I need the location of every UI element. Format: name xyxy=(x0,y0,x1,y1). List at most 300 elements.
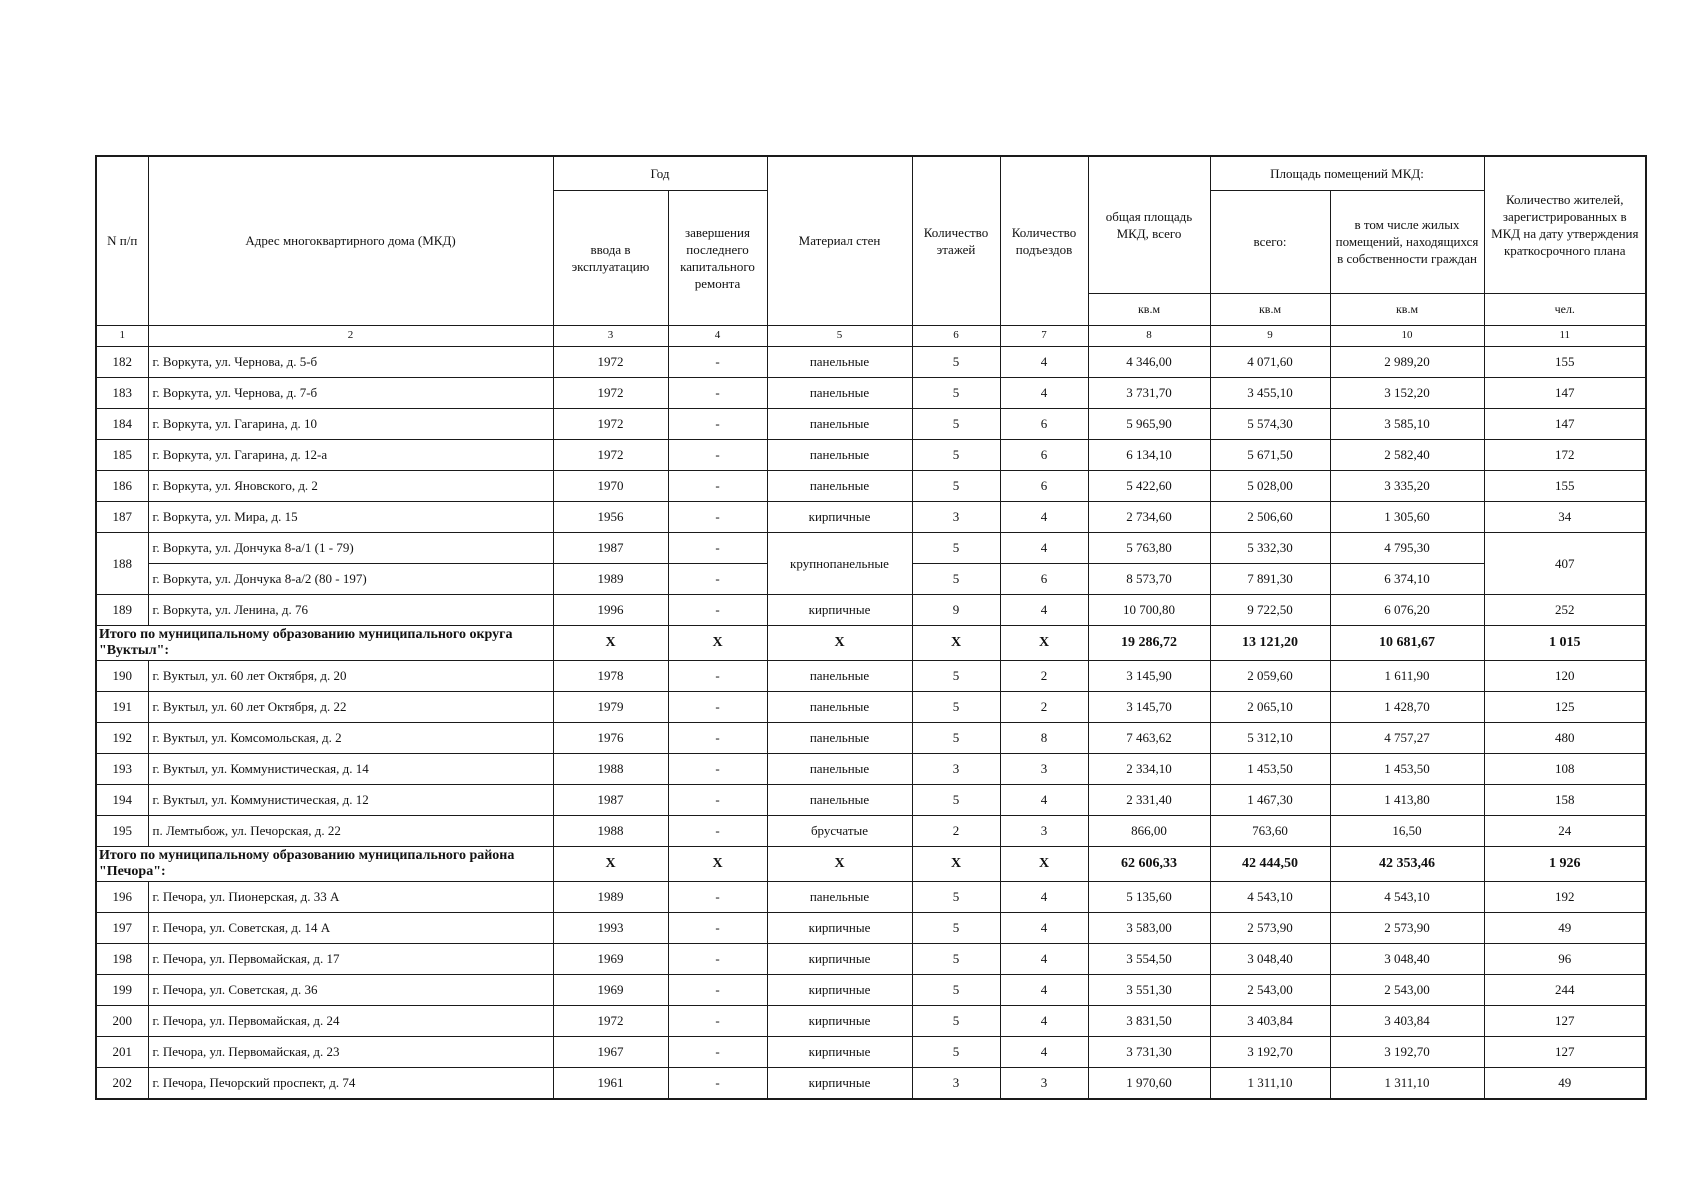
index-cell: 4 xyxy=(668,325,767,346)
vorkuta-rows xyxy=(96,346,1646,532)
row-floors: 5 xyxy=(912,563,1000,594)
row-wall-material: кирпичные xyxy=(767,1036,912,1067)
row-address: г. Печора, ул. Первомайская, д. 24 xyxy=(148,1005,553,1036)
row-residents: 244 xyxy=(1484,974,1646,1005)
row-year-repair: - xyxy=(668,722,767,753)
row-number: 190 xyxy=(96,660,148,691)
row-address: г. Воркута, ул. Мира, д. 15 xyxy=(148,501,553,532)
index-cell: 11 xyxy=(1484,325,1646,346)
row-floors: 5 xyxy=(912,470,1000,501)
row-year-repair: - xyxy=(668,691,767,722)
row-number: 200 xyxy=(96,1005,148,1036)
total-area: 62 606,33 xyxy=(1088,846,1210,881)
row-residents: 155 xyxy=(1484,346,1646,377)
total-label: Итого по муниципальному образованию муниципального района "Печора": xyxy=(96,846,553,881)
row-wall-material: панельные xyxy=(767,753,912,784)
row-year-commission: 1988 xyxy=(553,753,668,784)
row-entrances: 4 xyxy=(1000,532,1088,563)
row-wall-material: панельные xyxy=(767,691,912,722)
row-premises-total: 5 312,10 xyxy=(1210,722,1330,753)
unit-premises-residential: кв.м xyxy=(1330,293,1484,325)
row-year-repair: - xyxy=(668,943,767,974)
row-entrances: 4 xyxy=(1000,943,1088,974)
row-number: 183 xyxy=(96,377,148,408)
total-x: X xyxy=(767,846,912,881)
header-year: Год xyxy=(553,156,767,190)
row-year-commission: 1989 xyxy=(553,881,668,912)
row-premises-residential: 2 573,90 xyxy=(1330,912,1484,943)
table-row xyxy=(96,912,1646,943)
row-address: г. Печора, ул. Пионерская, д. 33 А xyxy=(148,881,553,912)
table-row xyxy=(96,377,1646,408)
row-total-area: 2 334,10 xyxy=(1088,753,1210,784)
row-address: г. Вуктыл, ул. 60 лет Октября, д. 22 xyxy=(148,691,553,722)
row-floors: 3 xyxy=(912,501,1000,532)
row-floors: 5 xyxy=(912,722,1000,753)
row-year-repair: - xyxy=(668,563,767,594)
row-entrances: 6 xyxy=(1000,439,1088,470)
row-total-area: 3 551,30 xyxy=(1088,974,1210,1005)
row-residents: 155 xyxy=(1484,470,1646,501)
row-entrances: 4 xyxy=(1000,501,1088,532)
row-premises-total: 4 071,60 xyxy=(1210,346,1330,377)
row-year-repair: - xyxy=(668,346,767,377)
total-residential: 42 353,46 xyxy=(1330,846,1484,881)
row-address: г. Вуктыл, ул. Коммунистическая, д. 12 xyxy=(148,784,553,815)
row-premises-total: 5 574,30 xyxy=(1210,408,1330,439)
row-address: г. Воркута, ул. Гагарина, д. 12-а xyxy=(148,439,553,470)
row-total-area: 5 422,60 xyxy=(1088,470,1210,501)
row-wall-material: панельные xyxy=(767,346,912,377)
row-year-repair: - xyxy=(668,912,767,943)
row-total-area: 5 135,60 xyxy=(1088,881,1210,912)
row-total-area: 2 331,40 xyxy=(1088,784,1210,815)
index-cell: 1 xyxy=(96,325,148,346)
row-entrances: 4 xyxy=(1000,594,1088,625)
row-premises-residential: 16,50 xyxy=(1330,815,1484,846)
row-entrances: 4 xyxy=(1000,974,1088,1005)
row-floors: 5 xyxy=(912,346,1000,377)
row-floors: 5 xyxy=(912,377,1000,408)
row-total-area: 3 145,90 xyxy=(1088,660,1210,691)
row-address: г. Воркута, ул. Гагарина, д. 10 xyxy=(148,408,553,439)
total-x: X xyxy=(668,625,767,660)
total-x: X xyxy=(912,625,1000,660)
row-year-commission: 1993 xyxy=(553,912,668,943)
row-premises-total: 2 506,60 xyxy=(1210,501,1330,532)
row-premises-total: 9 722,50 xyxy=(1210,594,1330,625)
row-premises-total: 763,60 xyxy=(1210,815,1330,846)
row-wall-material: панельные xyxy=(767,660,912,691)
row-residents: 127 xyxy=(1484,1036,1646,1067)
row-premises-residential: 6 076,20 xyxy=(1330,594,1484,625)
row-year-repair: - xyxy=(668,1067,767,1099)
row-number: 191 xyxy=(96,691,148,722)
row-total-area: 5 965,90 xyxy=(1088,408,1210,439)
row-total-area: 3 731,30 xyxy=(1088,1036,1210,1067)
row-floors: 5 xyxy=(912,1005,1000,1036)
row-total-area: 5 763,80 xyxy=(1088,532,1210,563)
row-residents: 252 xyxy=(1484,594,1646,625)
row-address: г. Печора, ул. Советская, д. 36 xyxy=(148,974,553,1005)
row-premises-residential: 3 585,10 xyxy=(1330,408,1484,439)
row-year-commission: 1988 xyxy=(553,815,668,846)
row-premises-total: 1 453,50 xyxy=(1210,753,1330,784)
index-cell: 9 xyxy=(1210,325,1330,346)
total-x: X xyxy=(553,846,668,881)
row-year-commission: 1970 xyxy=(553,470,668,501)
row-entrances: 4 xyxy=(1000,881,1088,912)
housing-repair-plan-table xyxy=(95,155,1647,1100)
row-residents: 172 xyxy=(1484,439,1646,470)
row-residents: 147 xyxy=(1484,408,1646,439)
total-row-vuktyl xyxy=(96,625,1646,660)
row-premises-residential: 2 543,00 xyxy=(1330,974,1484,1005)
row-number: 185 xyxy=(96,439,148,470)
row-residents: 480 xyxy=(1484,722,1646,753)
row-year-repair: - xyxy=(668,439,767,470)
row-residents: 147 xyxy=(1484,377,1646,408)
row-total-area: 3 583,00 xyxy=(1088,912,1210,943)
row-premises-total: 2 065,10 xyxy=(1210,691,1330,722)
row-year-repair: - xyxy=(668,408,767,439)
row-wall-material: крупнопанельные xyxy=(767,532,912,594)
row-floors: 5 xyxy=(912,439,1000,470)
row-total-area: 3 831,50 xyxy=(1088,1005,1210,1036)
row-total-area: 2 734,60 xyxy=(1088,501,1210,532)
total-x: X xyxy=(767,625,912,660)
header-floors: Количество этажей xyxy=(912,156,1000,325)
row-wall-material: панельные xyxy=(767,722,912,753)
row-floors: 3 xyxy=(912,753,1000,784)
row-wall-material: кирпичные xyxy=(767,912,912,943)
total-row-pechora xyxy=(96,846,1646,881)
row-address: п. Лемтыбож, ул. Печорская, д. 22 xyxy=(148,815,553,846)
row-residents: 34 xyxy=(1484,501,1646,532)
row-premises-residential: 3 048,40 xyxy=(1330,943,1484,974)
table-row xyxy=(96,943,1646,974)
row-premises-residential: 1 413,80 xyxy=(1330,784,1484,815)
header-premises-total: всего: xyxy=(1210,190,1330,293)
total-pechora-group xyxy=(96,846,1646,881)
header-total-area: общая площадь МКД, всего xyxy=(1088,156,1210,293)
unit-premises-total: кв.м xyxy=(1210,293,1330,325)
index-cell: 5 xyxy=(767,325,912,346)
row-wall-material: кирпичные xyxy=(767,943,912,974)
row-year-commission: 1967 xyxy=(553,1036,668,1067)
table-row xyxy=(96,532,1646,563)
row-premises-residential: 4 543,10 xyxy=(1330,881,1484,912)
row-year-repair: - xyxy=(668,753,767,784)
row-wall-material: кирпичные xyxy=(767,501,912,532)
unit-total-area: кв.м xyxy=(1088,293,1210,325)
row-year-commission: 1969 xyxy=(553,974,668,1005)
table-row xyxy=(96,815,1646,846)
row-year-repair: - xyxy=(668,784,767,815)
total-x: X xyxy=(1000,846,1088,881)
row-entrances: 6 xyxy=(1000,470,1088,501)
row-premises-residential: 3 335,20 xyxy=(1330,470,1484,501)
row-floors: 9 xyxy=(912,594,1000,625)
row-year-repair: - xyxy=(668,974,767,1005)
row-wall-material: панельные xyxy=(767,470,912,501)
row-address: г. Вуктыл, ул. Коммунистическая, д. 14 xyxy=(148,753,553,784)
row-floors: 5 xyxy=(912,1036,1000,1067)
row-year-commission: 1987 xyxy=(553,784,668,815)
row-premises-residential: 2 989,20 xyxy=(1330,346,1484,377)
row-premises-residential: 3 192,70 xyxy=(1330,1036,1484,1067)
row-premises-total: 7 891,30 xyxy=(1210,563,1330,594)
index-cell: 7 xyxy=(1000,325,1088,346)
row-premises-residential: 2 582,40 xyxy=(1330,439,1484,470)
row-premises-residential: 1 305,60 xyxy=(1330,501,1484,532)
header-residents: Количество жителей, зарегистрированных в МКД на дату утверждения краткосрочного плана xyxy=(1484,156,1646,293)
row-entrances: 8 xyxy=(1000,722,1088,753)
row-wall-material: панельные xyxy=(767,377,912,408)
row-wall-material: панельные xyxy=(767,784,912,815)
total-x: X xyxy=(912,846,1000,881)
table-row xyxy=(96,408,1646,439)
row-year-commission: 1987 xyxy=(553,532,668,563)
row-residents: 108 xyxy=(1484,753,1646,784)
row-premises-total: 1 467,30 xyxy=(1210,784,1330,815)
row-premises-total: 3 048,40 xyxy=(1210,943,1330,974)
table-row xyxy=(96,974,1646,1005)
table-row xyxy=(96,439,1646,470)
row-floors: 5 xyxy=(912,881,1000,912)
row-premises-total: 2 573,90 xyxy=(1210,912,1330,943)
row-total-area: 8 573,70 xyxy=(1088,563,1210,594)
row-premises-residential: 1 428,70 xyxy=(1330,691,1484,722)
index-cell: 2 xyxy=(148,325,553,346)
row-residents: 125 xyxy=(1484,691,1646,722)
total-x: X xyxy=(668,846,767,881)
row-address: г. Вуктыл, ул. 60 лет Октября, д. 20 xyxy=(148,660,553,691)
row-address: г. Воркута, ул. Ленина, д. 76 xyxy=(148,594,553,625)
row-total-area: 7 463,62 xyxy=(1088,722,1210,753)
row-premises-total: 3 403,84 xyxy=(1210,1005,1330,1036)
row-wall-material: кирпичные xyxy=(767,1067,912,1099)
row-residents: 49 xyxy=(1484,912,1646,943)
row-number: 195 xyxy=(96,815,148,846)
row-address: г. Воркута, ул. Дончука 8-а/2 (80 - 197) xyxy=(148,563,553,594)
row-year-commission: 1972 xyxy=(553,408,668,439)
table-row xyxy=(96,501,1646,532)
row-premises-total: 2 543,00 xyxy=(1210,974,1330,1005)
row-address: г. Вуктыл, ул. Комсомольская, д. 2 xyxy=(148,722,553,753)
row-total-area: 4 346,00 xyxy=(1088,346,1210,377)
row-number: 192 xyxy=(96,722,148,753)
table-row xyxy=(96,881,1646,912)
row-wall-material: кирпичные xyxy=(767,1005,912,1036)
row-number: 197 xyxy=(96,912,148,943)
row-premises-residential: 4 757,27 xyxy=(1330,722,1484,753)
row-residents: 127 xyxy=(1484,1005,1646,1036)
table-row xyxy=(96,1067,1646,1099)
row-premises-total: 1 311,10 xyxy=(1210,1067,1330,1099)
index-cell: 6 xyxy=(912,325,1000,346)
row-residents: 158 xyxy=(1484,784,1646,815)
table-row xyxy=(96,753,1646,784)
table-row xyxy=(96,346,1646,377)
row-premises-total: 2 059,60 xyxy=(1210,660,1330,691)
table-row xyxy=(96,1005,1646,1036)
row-premises-residential: 6 374,10 xyxy=(1330,563,1484,594)
row-year-commission: 1972 xyxy=(553,439,668,470)
total-premises: 42 444,50 xyxy=(1210,846,1330,881)
row-year-repair: - xyxy=(668,815,767,846)
row-year-commission: 1956 xyxy=(553,501,668,532)
row-entrances: 3 xyxy=(1000,753,1088,784)
row-entrances: 4 xyxy=(1000,912,1088,943)
row-year-repair: - xyxy=(668,501,767,532)
row-floors: 5 xyxy=(912,974,1000,1005)
table-row xyxy=(96,784,1646,815)
row-number: 201 xyxy=(96,1036,148,1067)
row-number: 194 xyxy=(96,784,148,815)
row-address: г. Печора, ул. Первомайская, д. 23 xyxy=(148,1036,553,1067)
row-premises-total: 5 332,30 xyxy=(1210,532,1330,563)
row-year-repair: - xyxy=(668,594,767,625)
table-row xyxy=(96,594,1646,625)
row-entrances: 2 xyxy=(1000,691,1088,722)
row-floors: 2 xyxy=(912,815,1000,846)
row-number: 198 xyxy=(96,943,148,974)
row-premises-residential: 3 152,20 xyxy=(1330,377,1484,408)
row-entrances: 6 xyxy=(1000,563,1088,594)
row-entrances: 6 xyxy=(1000,408,1088,439)
row-residents: 120 xyxy=(1484,660,1646,691)
row-premises-total: 5 028,00 xyxy=(1210,470,1330,501)
unit-residents: чел. xyxy=(1484,293,1646,325)
row-address: г. Воркута, ул. Яновского, д. 2 xyxy=(148,470,553,501)
header-wall-material: Материал стен xyxy=(767,156,912,325)
row-188-group xyxy=(96,532,1646,660)
header-num: N п/п xyxy=(96,156,148,325)
row-floors: 5 xyxy=(912,943,1000,974)
row-entrances: 4 xyxy=(1000,1005,1088,1036)
row-premises-total: 4 543,10 xyxy=(1210,881,1330,912)
total-residents: 1 926 xyxy=(1484,846,1646,881)
table-row xyxy=(96,660,1646,691)
row-total-area: 1 970,60 xyxy=(1088,1067,1210,1099)
row-address: г. Воркута, ул. Дончука 8-а/1 (1 - 79) xyxy=(148,532,553,563)
row-entrances: 4 xyxy=(1000,346,1088,377)
row-year-repair: - xyxy=(668,881,767,912)
row-premises-residential: 4 795,30 xyxy=(1330,532,1484,563)
row-number: 188 xyxy=(96,532,148,594)
row-total-area: 6 134,10 xyxy=(1088,439,1210,470)
row-year-repair: - xyxy=(668,1005,767,1036)
header-premises-area: Площадь помещений МКД: xyxy=(1210,156,1484,190)
row-floors: 5 xyxy=(912,532,1000,563)
row-year-commission: 1978 xyxy=(553,660,668,691)
row-number: 202 xyxy=(96,1067,148,1099)
row-entrances: 3 xyxy=(1000,1067,1088,1099)
header-address: Адрес многоквартирного дома (МКД) xyxy=(148,156,553,325)
row-residents: 49 xyxy=(1484,1067,1646,1099)
row-premises-residential: 3 403,84 xyxy=(1330,1005,1484,1036)
row-year-repair: - xyxy=(668,470,767,501)
row-number: 199 xyxy=(96,974,148,1005)
row-total-area: 3 554,50 xyxy=(1088,943,1210,974)
total-area: 19 286,72 xyxy=(1088,625,1210,660)
row-entrances: 4 xyxy=(1000,377,1088,408)
row-wall-material: панельные xyxy=(767,408,912,439)
row-address: г. Воркута, ул. Чернова, д. 5-б xyxy=(148,346,553,377)
row-wall-material: брусчатые xyxy=(767,815,912,846)
row-wall-material: кирпичные xyxy=(767,974,912,1005)
row-residents: 192 xyxy=(1484,881,1646,912)
header-premises-residential: в том числе жилых помещений, находящихся в собственности граждан xyxy=(1330,190,1484,293)
row-floors: 5 xyxy=(912,912,1000,943)
row-year-repair: - xyxy=(668,660,767,691)
row-year-commission: 1961 xyxy=(553,1067,668,1099)
row-year-commission: 1996 xyxy=(553,594,668,625)
row-floors: 3 xyxy=(912,1067,1000,1099)
row-year-commission: 1972 xyxy=(553,1005,668,1036)
row-number: 196 xyxy=(96,881,148,912)
row-wall-material: панельные xyxy=(767,439,912,470)
row-address: г. Воркута, ул. Чернова, д. 7-б xyxy=(148,377,553,408)
row-number: 184 xyxy=(96,408,148,439)
row-floors: 5 xyxy=(912,660,1000,691)
row-wall-material: панельные xyxy=(767,881,912,912)
total-residents: 1 015 xyxy=(1484,625,1646,660)
index-cell: 10 xyxy=(1330,325,1484,346)
row-year-repair: - xyxy=(668,1036,767,1067)
row-number: 189 xyxy=(96,594,148,625)
total-label: Итого по муниципальному образованию муниципального округа "Вуктыл": xyxy=(96,625,553,660)
row-total-area: 10 700,80 xyxy=(1088,594,1210,625)
row-wall-material: кирпичные xyxy=(767,594,912,625)
row-premises-total: 3 455,10 xyxy=(1210,377,1330,408)
row-floors: 5 xyxy=(912,408,1000,439)
row-year-commission: 1972 xyxy=(553,377,668,408)
pechora-rows xyxy=(96,881,1646,1099)
total-premises: 13 121,20 xyxy=(1210,625,1330,660)
row-entrances: 4 xyxy=(1000,784,1088,815)
row-premises-residential: 1 311,10 xyxy=(1330,1067,1484,1099)
header-year-commission: ввода в эксплуатацию xyxy=(553,190,668,325)
total-residential: 10 681,67 xyxy=(1330,625,1484,660)
row-number: 182 xyxy=(96,346,148,377)
row-number: 187 xyxy=(96,501,148,532)
row-floors: 5 xyxy=(912,784,1000,815)
table-row xyxy=(96,1036,1646,1067)
row-premises-total: 5 671,50 xyxy=(1210,439,1330,470)
row-year-repair: - xyxy=(668,377,767,408)
row-address: г. Печора, ул. Советская, д. 14 А xyxy=(148,912,553,943)
total-x: X xyxy=(553,625,668,660)
row-floors: 5 xyxy=(912,691,1000,722)
table-row xyxy=(96,691,1646,722)
total-x: X xyxy=(1000,625,1088,660)
row-premises-residential: 1 611,90 xyxy=(1330,660,1484,691)
row-year-commission: 1969 xyxy=(553,943,668,974)
row-year-commission: 1972 xyxy=(553,346,668,377)
row-year-repair: - xyxy=(668,532,767,563)
row-premises-residential: 1 453,50 xyxy=(1330,753,1484,784)
header-year-repair: завершения последнего капитального ремонта xyxy=(668,190,767,325)
table-row xyxy=(96,470,1646,501)
row-year-commission: 1976 xyxy=(553,722,668,753)
row-number: 193 xyxy=(96,753,148,784)
row-entrances: 3 xyxy=(1000,815,1088,846)
row-residents: 96 xyxy=(1484,943,1646,974)
table-row xyxy=(96,722,1646,753)
header-entrances: Количество подъездов xyxy=(1000,156,1088,325)
